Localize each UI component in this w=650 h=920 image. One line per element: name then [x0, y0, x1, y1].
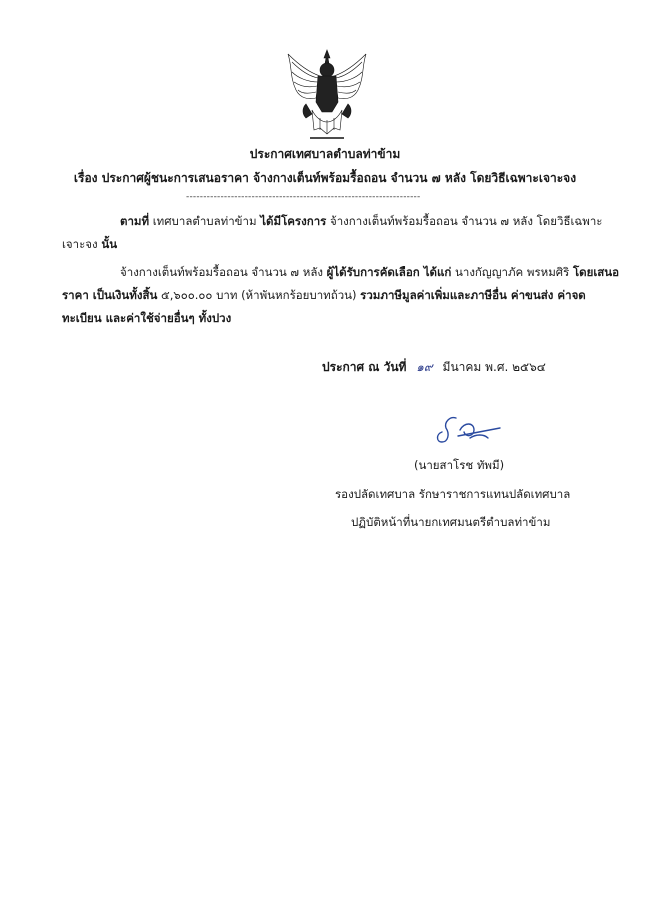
p1-b: เทศบาลตำบลท่าข้าม — [152, 214, 257, 228]
p2-line2-b: ๕,๖๐๐.๐๐ บาท (ห้าพันหกร้อยบาทถ้วน) — [161, 288, 357, 302]
p1-c: ได้มีโครงการ — [260, 214, 327, 228]
p1-line2-a: เจาะจง — [62, 237, 98, 251]
p1-line2-b: นั้น — [101, 237, 118, 251]
signatory-position-1: รองปลัดเทศบาล รักษาราชการแทนปลัดเทศบาล — [335, 487, 571, 501]
announcement-org-title: ประกาศเทศบาลตำบลท่าข้าม — [249, 147, 401, 161]
p2-c: นางกัญญาภัค พรหมศิริ — [455, 265, 570, 279]
handwritten-signature — [430, 408, 510, 448]
p2-line2-a: ราคา เป็นเงินทั้งสิ้น — [62, 288, 158, 302]
announcement-date — [322, 358, 546, 377]
announcement-subject — [0, 169, 650, 188]
p2-a: จ้างกางเต็นท์พร้อมรื้อถอน จำนวน ๗ หลัง — [120, 265, 323, 279]
signatory-position-2: ปฏิบัติหน้าที่นายกเทศมนตรีตำบลท่าข้าม — [351, 515, 551, 529]
p2-line2-c: รวมภาษีมูลค่าเพิ่มและภาษีอื่น ค่าขนส่ง ค่าจด — [360, 288, 586, 302]
p2-d: โดยเสนอ — [572, 265, 620, 279]
divider-line: -------------------------------------------------------------------- — [186, 192, 421, 202]
subject-label: เรื่อง — [73, 171, 98, 185]
date-month-year: มีนาคม พ.ศ. ๒๕๖๔ — [442, 360, 546, 374]
subject-bold: ประกาศผู้ชนะการเสนอราคา — [101, 171, 249, 185]
paragraph-2-line-3 — [62, 310, 231, 326]
paragraph-2-line-1 — [120, 264, 619, 280]
signatory-name: (นายสาโรช ทัพมี) — [414, 458, 505, 472]
subject-rest: จ้างกางเต็นท์พร้อมรื้อถอน จำนวน ๗ หลัง โดยวิธีเฉพาะเจาะจง — [253, 171, 577, 185]
paragraph-1-line-2 — [62, 236, 117, 252]
paragraph-1-line-1 — [120, 213, 602, 229]
date-prefix: ประกาศ ณ วันที่ — [322, 360, 407, 374]
p2-b: ผู้ได้รับการคัดเลือก ได้แก่ — [326, 265, 452, 279]
garuda-emblem-icon — [282, 48, 372, 144]
date-day: ๑๙ — [416, 360, 433, 374]
p1-a: ตามที่ — [120, 214, 150, 228]
p2-line3: ทะเบียน และค่าใช้จ่ายอื่นๆ ทั้งปวง — [62, 311, 232, 325]
p1-d: จ้างกางเต็นท์พร้อมรื้อถอน จำนวน ๗ หลัง โดยวิธีเฉพาะ — [329, 214, 603, 228]
paragraph-2-line-2 — [62, 287, 586, 303]
